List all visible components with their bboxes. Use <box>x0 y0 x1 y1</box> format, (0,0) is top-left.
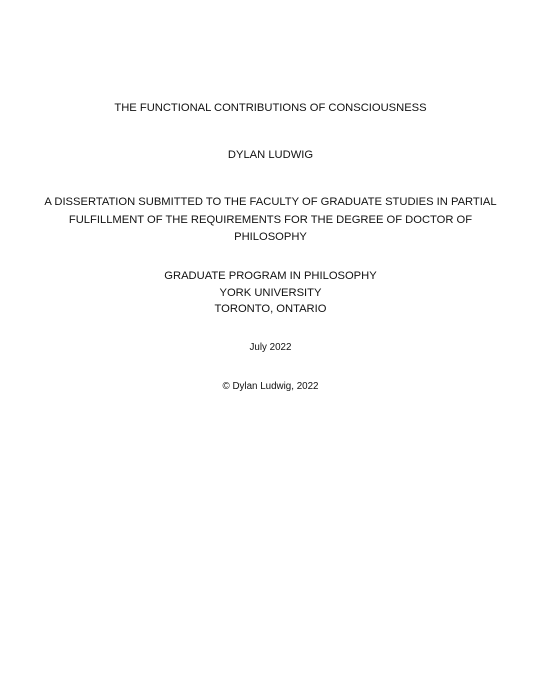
author-name: DYLAN LUDWIG <box>227 149 314 161</box>
university-location: TORONTO, ONTARIO <box>214 303 327 316</box>
copyright-notice: © Dylan Ludwig, 2022 <box>222 381 319 392</box>
program-block <box>0 268 541 318</box>
dissertation-title: THE FUNCTIONAL CONTRIBUTIONS OF CONSCIOUSNESS <box>114 102 427 114</box>
submission-date: July 2022 <box>249 342 292 353</box>
university-name: YORK UNIVERSITY <box>219 286 322 299</box>
dissertation-statement <box>0 194 541 247</box>
dissertation-statement-line: PHILOSOPHY <box>234 231 307 243</box>
dissertation-statement-line: FULFILLMENT OF THE REQUIREMENTS FOR THE DEGREE OF DOCTOR OF <box>68 213 473 226</box>
dissertation-statement-line: A DISSERTATION SUBMITTED TO THE FACULTY OF GRADUATE STUDIES IN PARTIAL <box>44 196 497 208</box>
graduate-program: GRADUATE PROGRAM IN PHILOSOPHY <box>164 270 377 282</box>
